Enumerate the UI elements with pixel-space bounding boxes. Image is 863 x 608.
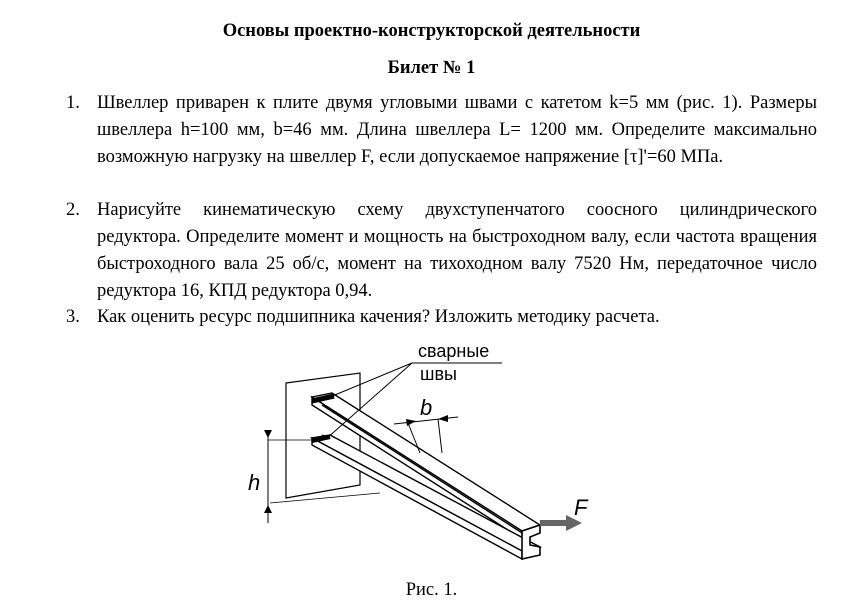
h-arrow-top (264, 430, 272, 438)
question-text-2: Нарисуйте кинематическую схему двухступенчатого соосного цилиндрического редуктора. Определите момент и мощность на быстроходном валу, если частота вращения быстроходного вала 25 об/с, момент на тихоходном валу 7520 Нм, передаточное число редуктора 16, КПД редуктора 0,94. (97, 200, 817, 301)
question-text-3: Как оценить ресурс подшипника качения? Изложить методику расчета. (97, 307, 660, 327)
b-arrow-right (438, 415, 448, 422)
label-F: F (574, 495, 588, 520)
question-number-2: 2. (66, 200, 80, 220)
channel-beam-figure (230, 335, 650, 565)
label-b: b (420, 395, 433, 420)
question-number-1: 1. (66, 93, 80, 113)
question-number-3: 3. (66, 307, 80, 327)
b-extension-right (438, 419, 442, 453)
ticket-number: Билет № 1 (387, 58, 476, 78)
h-arrow-bottom (264, 505, 272, 513)
weld-label-line2: швы (420, 364, 457, 384)
document-title: Основы проектно-конструкторской деятельности (222, 21, 641, 41)
figure-caption: Рис. 1. (405, 580, 458, 600)
weld-label-line1: сварные (418, 341, 490, 361)
question-text-1: Швеллер приварен к плите двумя угловыми швами с катетом k=5 мм (рис. 1). Размеры швеллера h=100 мм, b=46 мм. Длина швеллера L= 1200 мм. Определите максимально возможную нагрузку на швеллер F, если допускаемое напряжение [τ]'=60 МПа. (97, 93, 817, 167)
b-arrow-left (406, 419, 416, 426)
label-h: h (248, 470, 261, 495)
